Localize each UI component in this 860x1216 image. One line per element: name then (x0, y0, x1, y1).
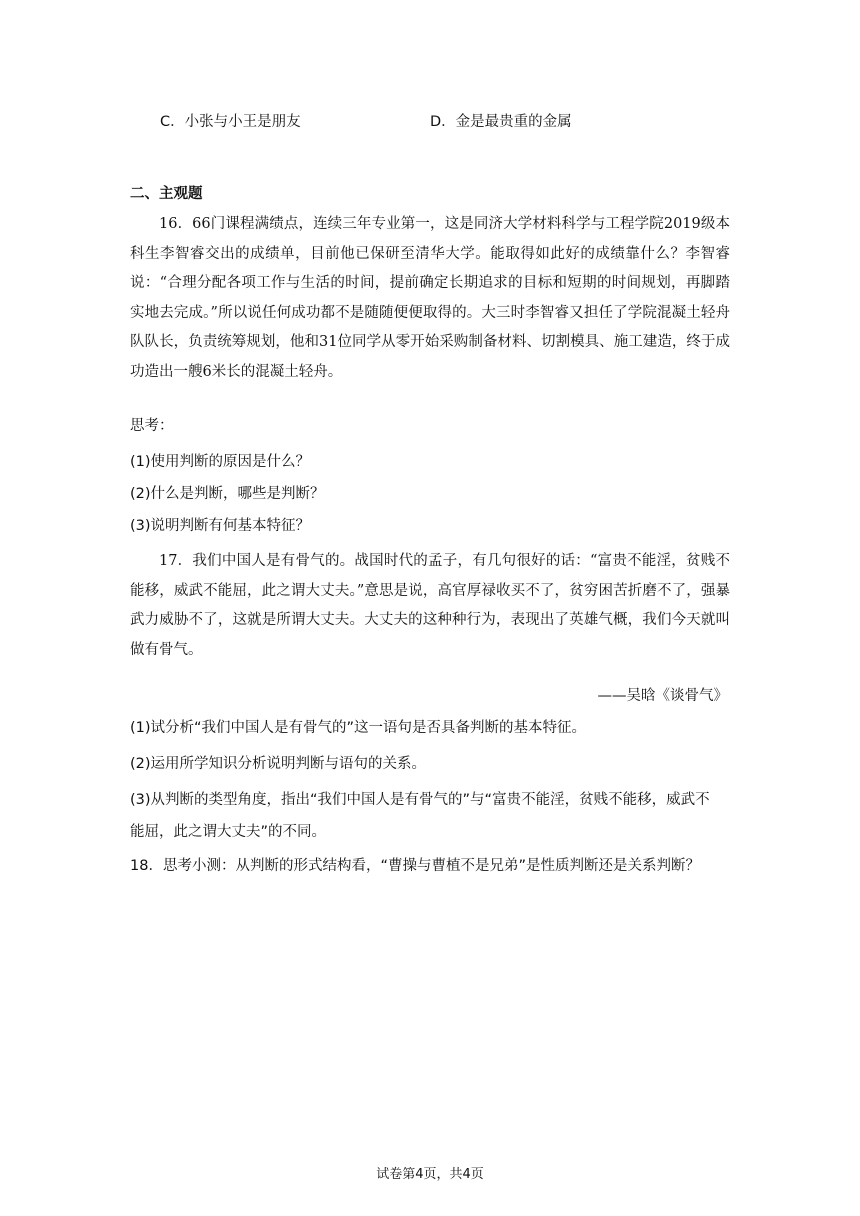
page-footer: 试卷第4页，共4页 (376, 1167, 484, 1182)
question-17-attribution: ——吴晗《谈骨气》 (597, 688, 728, 704)
question-16-sub3: (3)说明判断有何基本特征？ (130, 518, 311, 534)
question-16-text: 16．66门课程满绩点，连续三年专业第一，这是同济大学材料科学与工程学院2019级本科生李智睿交出的成绩单，目前他已保研至清华大学。能取得如此好的成绩靠什么？李智睿说：“合理分配各项工作与生活的时间，提前确定长期追求的目标和短期的时间规划，再脚踏实地去完成。”所以说任何成功都不是随随便便取得的。大三时李智睿又担任了学院混凝土轻舟队队长，负责统筹规划，他和31位同学从零开始采购制备材料、切割模具、施工建造，终于成功造出一艘6米长的混凝土轻舟。 (130, 216, 730, 380)
choice-d: D．金是最贵重的金属 (430, 114, 572, 130)
section-title: 二、主观题 (130, 186, 203, 202)
choice-c: C．小张与小王是朋友 (160, 114, 301, 130)
question-17-sub3-line2: 能屈，此之谓大丈夫”的不同。 (130, 824, 327, 840)
question-17-sub1: (1)试分析“我们中国人是有骨气的”这一语句是否具备判断的基本特征。 (130, 720, 587, 736)
question-17-sub2: (2)运用所学知识分析说明判断与语句的关系。 (130, 756, 427, 772)
question-16-think-label: 思考： (130, 418, 174, 434)
question-18-text: 18．思考小测：从判断的形式结构看，“曹操与曹植不是兄弟”是性质判断还是关系判断？ (130, 858, 700, 874)
question-16-sub2: (2)什么是判断，哪些是判断？ (130, 486, 325, 502)
question-16-sub1: (1)使用判断的原因是什么？ (130, 454, 311, 470)
question-17-text: 17．我们中国人是有骨气的。战国时代的孟子，有几句很好的话：“富贵不能淫，贫贱不能移，威武不能屈，此之谓大丈夫。”意思是说，高官厚禄收买不了，贫穷困苦折磨不了，强暴武力威胁不了，这就是所谓大丈夫。大丈夫的这种种行为，表现出了英雄气概，我们今天就叫做有骨气。 (130, 553, 730, 658)
question-17-sub3-line1: (3)从判断的类型角度，指出“我们中国人是有骨气的”与“富贵不能淫，贫贱不能移，威武不 (130, 792, 710, 808)
